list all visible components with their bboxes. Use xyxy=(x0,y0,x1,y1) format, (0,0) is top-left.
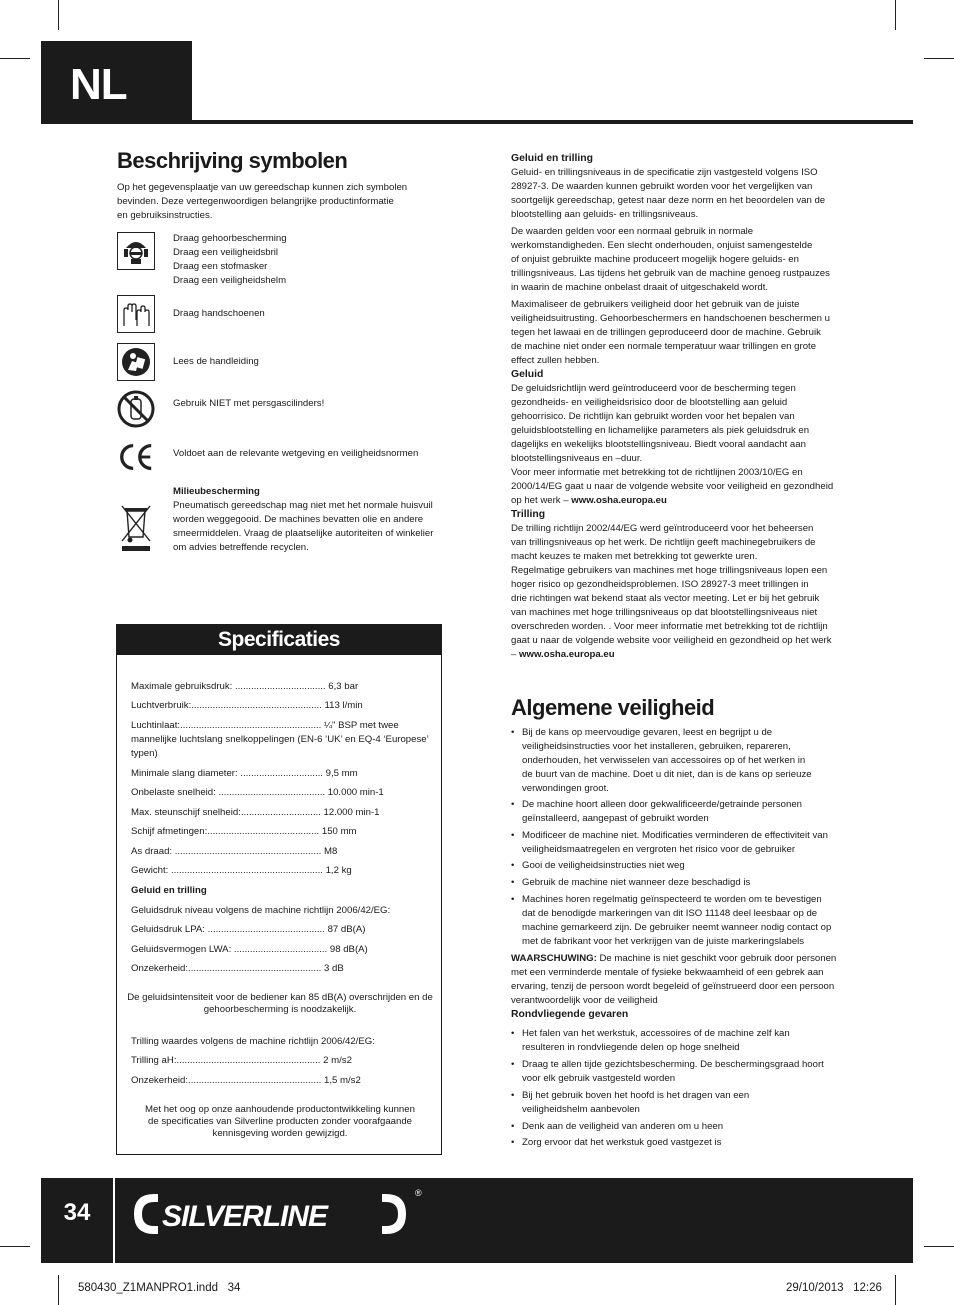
text-line: machine gemarkeerd zijn. De gebruiker neemt wanneer nodig contact op xyxy=(522,922,832,933)
spec-row xyxy=(131,923,431,937)
text-line: en gebruiksinstructies. xyxy=(117,210,213,221)
list-item xyxy=(511,859,841,873)
spec-row xyxy=(131,1074,431,1088)
crop-mark xyxy=(924,1246,954,1247)
noise-vibration-section xyxy=(511,152,841,662)
text-line: • Denk aan de veiligheid van anderen om u heen xyxy=(522,1121,724,1132)
text-line: geluidsblootstelling en lichamelijke parameters als piek geluidsdruk en xyxy=(511,425,810,436)
spec-row xyxy=(131,719,431,761)
spec-label: Minimale slang diameter: ............................... xyxy=(131,768,323,779)
spec-label: Gewicht: ......................................................... xyxy=(131,865,323,876)
spec-row xyxy=(131,864,431,878)
text-line: de machine niet onder een normale temperatuur waar trillingen en grote xyxy=(511,341,817,352)
spec-value: M8 xyxy=(324,846,338,857)
text-span: De machine is niet geschikt voor gebruik door personen xyxy=(596,953,837,964)
text-line: • Modificeer de machine niet. Modificaties verminderen de effectiviteit van xyxy=(522,830,828,841)
spec-value: 2 m/s2 xyxy=(323,1055,352,1066)
text-line: ervaring, tenzij de persoon wordt begeleid of geïnstrueerd door een persoon xyxy=(511,981,835,992)
text-line: hoger risico op gezondheidsproblemen. ISO 28927-3 meet trillingen in xyxy=(511,579,809,590)
registered-mark: ® xyxy=(415,1188,422,1198)
text-line: werkomstandigheden. Een slecht onderhouden, onjuist samengestelde xyxy=(511,240,813,251)
text-line: De trilling richtlijn 2002/44/EG werd geïntroduceerd voor het beheersen xyxy=(511,523,814,534)
text-line: gehoorrisico. De richtlijn kan gebruikt worden voor het bepalen van xyxy=(511,411,795,422)
text-line: bevinden. Deze vertegenwoordigen belangrijke productinformatie xyxy=(117,196,394,207)
spec-label: Onzekerheid:.................................................. xyxy=(131,963,322,974)
text-line: Met het oog op onze aanhoudende productontwikkeling kunnen xyxy=(145,1104,415,1115)
silverline-logo xyxy=(128,1186,428,1242)
spec-label: Luchtinlaat:..................................................... xyxy=(131,720,322,731)
text-line: 2000/14/EG gaat u naar de volgende website voor veiligheid en gezondheid xyxy=(511,481,834,492)
list-item xyxy=(511,1058,841,1086)
text-line: veiligheidshelm aanbevolen xyxy=(522,1104,640,1115)
file-name: 580430_Z1MANPRO1.indd 34 xyxy=(78,1282,241,1294)
text-line: van machines met hoge trillingsniveaus op dat blootstellingsniveaus niet xyxy=(511,607,818,618)
ce-text: Voldoet aan de relevante wetgeving en veiligheidsnormen xyxy=(173,448,419,459)
text-line: gehoorbescherming is noodzakelijk. xyxy=(203,1004,357,1015)
text-line: verwondingen groot. xyxy=(522,783,609,794)
text-line xyxy=(511,494,841,508)
text-line: om advies betreffende recyclen. xyxy=(173,542,309,553)
list-item xyxy=(511,1089,841,1117)
spec-label: Max. steunschijf snelheid:.............................. xyxy=(131,807,321,818)
text-line: • Het falen van het werkstuk, accessoires of de machine zelf kan xyxy=(522,1028,790,1039)
text-line: macht keuzes te maken met betrekking tot gewerkte uren. xyxy=(511,551,758,562)
list-item xyxy=(511,1027,841,1055)
no-gas-cylinder-icon xyxy=(117,390,155,428)
spec-row xyxy=(131,806,431,820)
text-line: • Gebruik de machine niet wanneer deze beschadigd is xyxy=(522,877,751,888)
text-line: de buurt van de machine. Doet u dit niet, dan is de kans op serieuze xyxy=(522,769,812,780)
text-line: overschreden worden. . Voor meer informatie met betrekking tot de richtlijn xyxy=(511,621,828,632)
text-line: Geluid- en trillingsniveaus in de specificatie zijn vastgesteld volgens ISO xyxy=(511,167,818,178)
specifications-title: Specificaties xyxy=(117,625,441,655)
text-line: blootstelling aan geluids- en trillingsniveaus. xyxy=(511,209,699,220)
spec-label: Onbelaste snelheid: ........................................ xyxy=(131,787,326,798)
symbols-title: Beschrijving symbolen xyxy=(117,148,348,173)
text-line: worden weggegooid. De machines bevatten olie en andere xyxy=(173,514,424,525)
text-line: • Gooi de veiligheidsinstructies niet weg xyxy=(522,860,685,871)
spec-value: 1,5 m/s2 xyxy=(324,1075,361,1086)
spec-row xyxy=(131,825,431,839)
header-rule xyxy=(192,120,913,124)
spec-value: 1,2 kg xyxy=(325,865,352,876)
ppe-icon xyxy=(117,232,155,270)
text-line: drie richtingen wat bekend staat als vector meeting. Let er bij het gebruik xyxy=(511,593,820,604)
text-line: • De machine hoort alleen door gekwalificeerde/getrainde personen xyxy=(522,799,802,810)
text-line: • Zorg ervoor dat het werkstuk goed vastgezet is xyxy=(522,1137,722,1148)
ce-mark-icon xyxy=(117,438,155,476)
text-line: voor elk gebruik vastgesteld worden xyxy=(522,1073,676,1084)
text-line: kennisgeving worden gewijzigd. xyxy=(212,1128,348,1139)
section-heading: Trilling xyxy=(511,509,546,520)
text-line: met een verminderde mentale of fysieke bekwaamheid of een gebrek aan xyxy=(511,967,824,978)
text-line: Op het gegevensplaatje van uw gereedschap kunnen zich symbolen xyxy=(117,182,408,193)
crop-mark xyxy=(895,0,896,30)
spec-label: Trilling aH:...................................................... xyxy=(131,1055,321,1066)
text-line: smeermiddelen. Vraag de plaatselijke autoriteiten of winkelier xyxy=(173,528,434,539)
spec-label: Maximale gebruiksdruk: .................................. xyxy=(131,681,326,692)
gloves-icon xyxy=(117,295,155,333)
text-line: Draag een stofmasker xyxy=(173,261,268,272)
text-span: – xyxy=(511,649,520,660)
text-line: veiligheidsmaatregelen en vergroten het risico voor de gebruiker xyxy=(522,844,796,855)
gloves-text: Draag handschoenen xyxy=(173,308,265,319)
footer-divider xyxy=(113,1178,115,1263)
list-item xyxy=(511,829,841,857)
noise-intro: Geluidsdruk niveau volgens de machine richtlijn 2006/42/EG: xyxy=(131,905,391,916)
text-line: De geluidsintensiteit voor de bediener kan 85 dB(A) overschrijden en de xyxy=(127,992,433,1003)
spec-label: As draad: ....................................................... xyxy=(131,846,322,857)
text-line: dat de benodigde markeringen van dit ISO 11148 deel leesbaar op de xyxy=(522,908,818,919)
text-line: onderhouden, het verwisselen van accessoires op of het werken in xyxy=(522,755,806,766)
text-line: • Bij de kans op meervoudige gevaren, leest en begrijpt u de xyxy=(522,727,773,738)
text-line: Draag een veiligheidsbril xyxy=(173,247,279,258)
text-line: effect zullen hebben. xyxy=(511,355,600,366)
crop-mark xyxy=(924,58,954,59)
text-line: • Machines horen regelmatig geïnspecteerd te worden om te bevestigen xyxy=(522,894,822,905)
spec-label: Schijf afmetingen:.......................................... xyxy=(131,826,320,837)
spec-value: 113 l/min xyxy=(324,700,363,711)
text-line: De geluidsrichtlijn werd geïntroduceerd voor de bescherming tegen xyxy=(511,383,796,394)
spec-row xyxy=(131,1054,431,1068)
spec-row xyxy=(131,786,431,800)
text-line: De waarden gelden voor een normaal gebruik in normale xyxy=(511,226,754,237)
text-line: met de fabrikant voor het verkrijgen van de juiste markeringslabels xyxy=(522,936,805,947)
warning-paragraph xyxy=(511,952,841,1022)
specifications-box xyxy=(116,624,442,1155)
spec-row xyxy=(131,943,431,957)
text-line: Draag gehoorbescherming xyxy=(173,233,287,244)
spec-label: Onzekerheid:.................................................. xyxy=(131,1075,322,1086)
text-line: gezondheids- en veiligheidsrisico door de blootstelling aan geluid xyxy=(511,397,788,408)
manual-icon xyxy=(117,343,155,381)
spec-value: 150 mm xyxy=(321,826,357,837)
list-item xyxy=(511,1120,841,1134)
text-line: soortgelijk gereedschap, getest naar deze norm en het beoordelen van de xyxy=(511,195,826,206)
spec-row xyxy=(131,962,431,976)
spec-label: Luchtverbruik:................................................. xyxy=(131,700,322,711)
osha-link[interactable]: www.osha.europa.eu xyxy=(519,649,615,660)
text-line xyxy=(511,952,841,966)
text-line: tegen het lawaai en de trillingen geproduceerd door de machine. Gebruik xyxy=(511,327,821,338)
language-code: NL xyxy=(70,60,127,109)
weee-bin-icon xyxy=(117,503,155,553)
section-heading: Rondvliegende gevaren xyxy=(511,1009,629,1020)
text-line: Voor meer informatie met betrekking tot de richtlijnen 2003/10/EG en xyxy=(511,467,803,478)
spec-label: Geluidsvermogen LWA: ................................... xyxy=(131,944,328,955)
spec-value: ¼" BSP met twee xyxy=(324,720,399,731)
crop-mark xyxy=(58,1275,59,1305)
vibration-intro: Trilling waardes volgens de machine richtlijn 2006/42/EG: xyxy=(131,1036,375,1047)
crop-mark xyxy=(0,58,30,59)
text-line: veiligheidsinstructies voor het installeren, gebruiken, repareren, xyxy=(522,741,791,752)
spec-value: 9,5 mm xyxy=(325,768,358,779)
spec-value: 10.000 min-1 xyxy=(327,787,384,798)
disclaimer xyxy=(119,1104,441,1140)
spec-row xyxy=(131,680,431,694)
environment-text xyxy=(173,485,443,555)
list-item xyxy=(511,893,841,949)
spec-value: 12.000 min-1 xyxy=(323,807,380,818)
list-item xyxy=(511,1136,841,1150)
list-item xyxy=(511,726,841,796)
text-line: de specificaties van Silverline producten zonder voorafgaande xyxy=(148,1116,412,1127)
noise-warning xyxy=(119,992,441,1016)
noise-title: Geluid en trilling xyxy=(131,885,207,896)
text-line: Pneumatisch gereedschap mag niet met het normale huisvuil xyxy=(173,500,433,511)
environment-title: Milieubescherming xyxy=(173,486,260,497)
brand-text: SILVERLINE xyxy=(162,1200,328,1233)
section-heading: Geluid xyxy=(511,369,544,380)
crop-mark xyxy=(0,1246,30,1247)
ppe-text xyxy=(173,232,443,288)
spec-value: 87 dB(A) xyxy=(327,924,366,935)
text-line: gaat u naar de volgende website voor veiligheid en gezondheid op het werk xyxy=(511,635,832,646)
text-line: • Bij het gebruik boven het hoofd is het dragen van een xyxy=(522,1090,750,1101)
text-span: op het werk – xyxy=(511,495,572,506)
text-line: resulteren in rondvliegende delen op hoge snelheid xyxy=(522,1042,740,1053)
spec-row xyxy=(131,767,431,781)
no-gas-text: Gebruik NIET met persgascilinders! xyxy=(173,398,325,409)
text-line: van trillingsniveaus op het werk. De richtlijn geeft machinegebruikers de xyxy=(511,537,816,548)
manual-text: Lees de handleiding xyxy=(173,356,259,367)
list-item xyxy=(511,876,841,890)
page-number: 34 xyxy=(63,1199,91,1226)
text-line: in waarin de machine onbelast draait of uitgeschakeld wordt. xyxy=(511,282,769,293)
text-line: dagelijks en wekelijks blootstellingsniveau. Biedt vooral aandacht aan xyxy=(511,439,806,450)
spec-row xyxy=(131,845,431,859)
text-line: • Draag te allen tijde gezichtsbescherming. De beschermingsgraad hoort xyxy=(522,1059,824,1070)
spec-label: Geluidsdruk LPA: ............................................ xyxy=(131,924,325,935)
text-line: trillingsniveaus. Las tijdens het gebruik van de machine genoeg rustpauzes xyxy=(511,268,830,279)
text-line: geïnstalleerd, aangepast of gebruikt worden xyxy=(522,813,709,824)
spec-value: 98 dB(A) xyxy=(329,944,368,955)
osha-link[interactable]: www.osha.europa.eu xyxy=(571,495,667,506)
print-date: 29/10/2013 12:26 xyxy=(786,1282,882,1294)
safety-title: Algemene veiligheid xyxy=(511,695,715,720)
text-line: Maximaliseer de gebruikers veiligheid door het gebruik van de juiste xyxy=(511,299,800,310)
spec-continuation: mannelijke luchtslang snelkoppelingen (EN-6 ‘UK’ en EQ-4 ‘Europese’ xyxy=(131,734,429,745)
text-line: blootstellingsniveaus en –duur. xyxy=(511,453,643,464)
warning-label: WAARSCHUWING: xyxy=(511,953,597,964)
spec-value: 6,3 bar xyxy=(328,681,359,692)
symbols-intro xyxy=(117,181,443,223)
crop-mark xyxy=(58,0,59,30)
text-line: Draag een veiligheidshelm xyxy=(173,275,287,286)
spec-value: 3 dB xyxy=(324,963,344,974)
list-item xyxy=(511,798,841,826)
text-line: of onjuist gebruikte machine produceert mogelijk hogere geluids- en xyxy=(511,254,799,265)
spec-continuation: typen) xyxy=(131,748,158,759)
text-line: verantwoordelijk voor de veiligheid xyxy=(511,995,658,1006)
section-heading: Geluid en trilling xyxy=(511,153,593,164)
text-line xyxy=(511,648,841,662)
text-line: Regelmatige gebruikers van machines met hoge trillingsniveaus lopen een xyxy=(511,565,828,576)
crop-mark xyxy=(895,1275,896,1305)
spec-row xyxy=(131,699,431,713)
text-line: 28927-3. De waarden kunnen gebruikt worden voor het vergelijken van xyxy=(511,181,813,192)
symbols-section xyxy=(117,148,443,553)
text-line: veiligheidsuitrusting. Gehoorbeschermers en handschoenen beschermen u xyxy=(511,313,830,324)
